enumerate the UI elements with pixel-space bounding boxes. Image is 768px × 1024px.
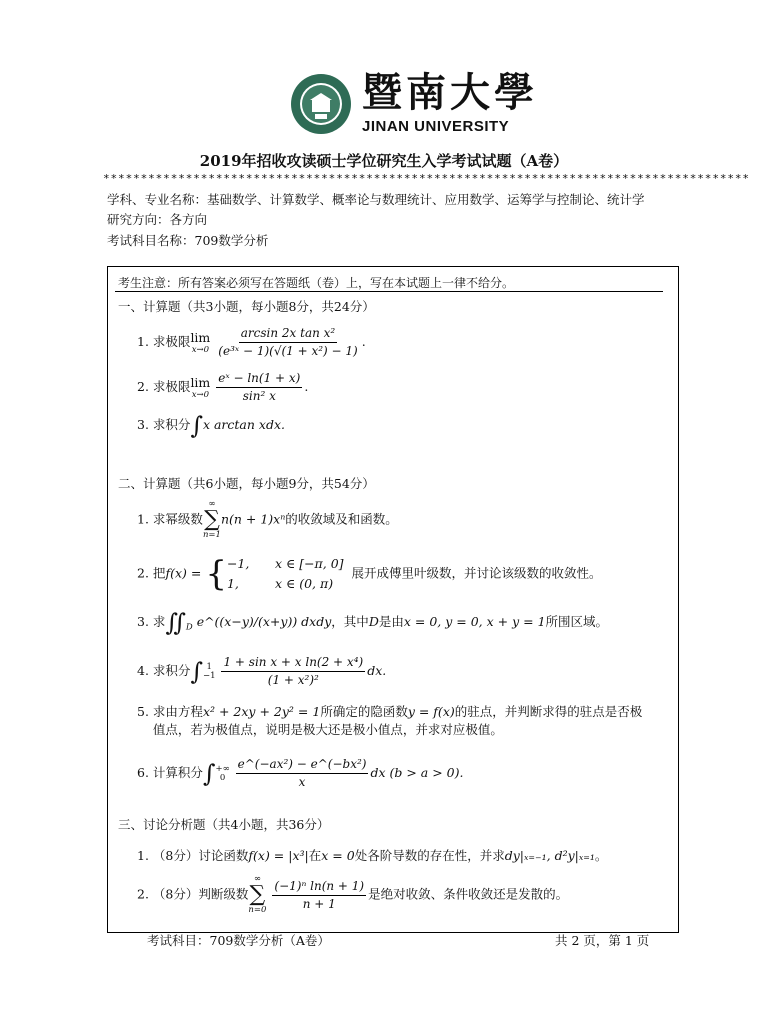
section-1-heading: 一、计算题（共3小题，每小题8分，共24分） xyxy=(118,299,375,314)
footer-course: 考试科目：709数学分析（A卷） xyxy=(147,933,330,948)
question-2-1: 1. 求幂级数 ∞ ∑ n=1 n(n + 1)xⁿ的收敛域及和函数。 xyxy=(137,499,398,540)
question-2-4: 4. 求积分∫ 1 −1 $\frac{\text{1 + sin x + x ln(2 + x⁴)}}{\text{(1 + x²)²}}$ dx. xyxy=(137,655,387,687)
question-1-1: 1. 求极限 lim x→0 $\frac{\text{arcsin 2x tan x²}}{\text{(e³ˣ − 1)(√(1 + x²) − 1)}}$ . xyxy=(137,326,366,358)
section-2-heading: 二、计算题（共6小题，每小题9分，共54分） xyxy=(118,476,375,491)
question-1-2: 2. 求极限 lim x→0 $\frac{\text{eˣ − ln(1 + x)}}{\text{sin² x}}$ . xyxy=(137,371,309,403)
university-name-cn: 暨南大學 xyxy=(362,69,538,116)
direction-line: 研究方向：各方向 xyxy=(107,212,208,227)
footer-page-number: 共 2 页，第 1 页 xyxy=(555,933,650,948)
subjects-line: 学科、专业名称：基础数学、计算数学、概率论与数理统计、应用数学、运筹学与控制论、统计学 xyxy=(107,192,645,207)
question-2-5: 5. 求由方程x² + 2xy + 2y² = 1所确定的隐函数y = f(x)的驻点，并判断求得的驻点是否极 值点，若为极值点，说明是极大还是极小值点，并求对应极值。 xyxy=(137,704,643,737)
question-2-2: 2. 把f(x) = { −1, x ∈ [−π, 0] 1, x ∈ (0, π) 展开成傅里叶级数，并讨论该级数的收敛性。 xyxy=(137,554,602,594)
section-3-heading: 三、讨论分析题（共4小题，共36分） xyxy=(118,817,330,832)
notice-underline xyxy=(115,291,663,292)
university-seal-logo xyxy=(290,73,352,135)
question-3-1: 1. （8分）讨论函数f(x) = |x³|在x = 0处各阶导数的存在性，并求dy|ₓ₌₋₁, d²y|ₓ₌₁。 xyxy=(137,848,608,863)
star-divider: ************************************************************************************** xyxy=(103,172,750,185)
question-3-2: 2. （8分）判断级数 ∞ ∑ n=0 $\frac{\text{(−1)ⁿ ln(n + 1)}}{n + 1}$ 是绝对收敛、条件收敛还是发散的。 xyxy=(137,874,569,915)
course-line: 考试科目名称：709数学分析 xyxy=(107,233,269,248)
question-2-3: 3. 求$∬_D$ e^((x−y)/(x+y)) dxdy，其中D是由x = 0, y = 0, x + y = 1所围区域。 xyxy=(137,608,609,637)
candidate-notice: 考生注意：所有答案必须写在答题纸（卷）上，写在本试题上一律不给分。 xyxy=(118,276,515,290)
question-1-3: 3. 求积分∫x arctan xdx. xyxy=(137,411,285,440)
university-name-en: JINAN UNIVERSITY xyxy=(362,118,510,135)
exam-title: 2019年招收攻读硕士学位研究生入学考试试题（A卷） xyxy=(199,152,569,170)
question-2-6: 6. 计算积分∫ +∞ 0 $\frac{\text{e\textasciicircum{}(−ax²) − e\textasciicircum{}(−bx²)}}{x}$ dx (b > a > 0). xyxy=(137,757,464,789)
